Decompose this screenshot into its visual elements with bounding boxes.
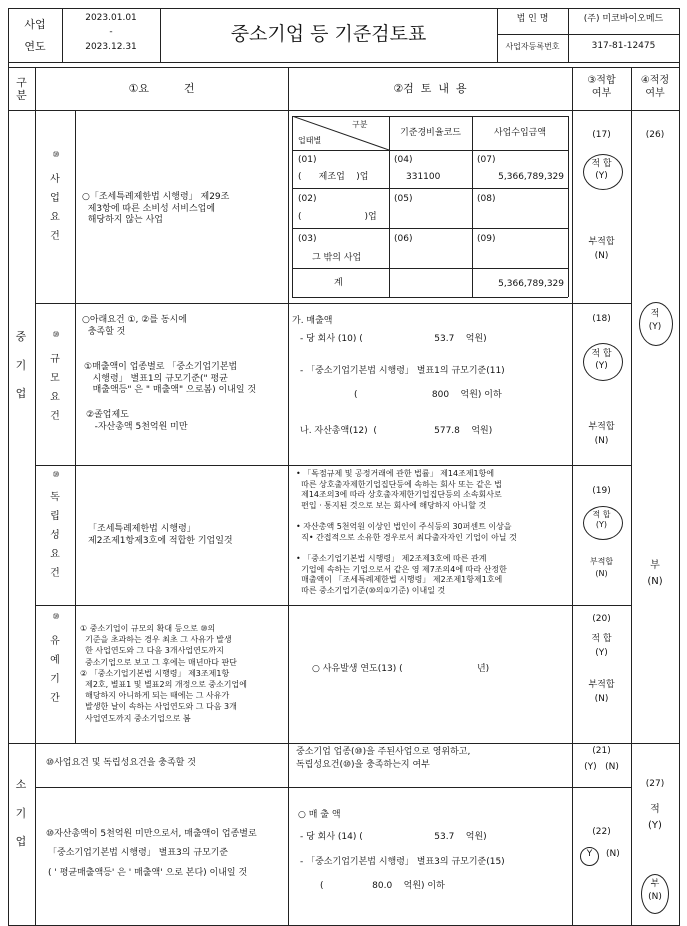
corp-name-value: (주) 미코바이오메드 — [583, 14, 664, 24]
row102-text-c: ②졸업제도 -자산총액 5천억원 미만 — [86, 410, 188, 432]
table-r2-rev-no: (08) — [477, 194, 496, 204]
table-r3-name: 그 밖의 사업 — [312, 253, 362, 263]
table-r2-code-no: (05) — [394, 194, 413, 204]
table-r1-rev-no: (07) — [477, 155, 496, 165]
table-corner-bottom: 업태별 — [298, 136, 322, 145]
row101-text: ○「조세특례제한법 시행령」 제29조 제3항에 따른 소비성 서비스업에 해당하지 않는 사업 — [82, 192, 230, 226]
row101-fit-no: (17) — [592, 130, 611, 140]
row102-review-title: 가. 매출액 — [292, 316, 333, 326]
table-total-rev: 5,366,789,329 — [498, 279, 564, 289]
small2-text-3: ( ' 평균매출액등' 은 ' 매출액' 으로 본다) 이내일 것 — [48, 868, 248, 878]
col4-small-yes: 적 (Y) — [648, 804, 662, 831]
page-title: 중소기업 등 기준검토표 — [230, 23, 427, 45]
row104-fit-yes: 적 합 (Y) — [591, 634, 612, 658]
row102-review-1: - 당 회사 (10) ( 53.7 억원) — [300, 334, 487, 344]
row103-num: ⑩ — [52, 470, 60, 479]
table-header-code: 기준경비율코드 — [400, 128, 461, 138]
small2-fit-y: Y — [586, 849, 593, 859]
period-label: 사업 연도 — [24, 18, 46, 53]
col-requirement: ①요 건 — [128, 82, 195, 95]
row104-fit-nolabel: 부적합 (N) — [588, 680, 615, 704]
row102-review-2: - 「중소기업기본법 시행령」 별표1의 규모기준(11) — [300, 366, 505, 376]
row102-review-3: ( 800 억원) 이하 — [354, 390, 502, 400]
table-r3-rev-no: (09) — [477, 234, 496, 244]
table-r3-no: (03) — [298, 234, 317, 244]
bizno-value: 317-81-12475 — [591, 41, 656, 51]
row103-text: 「조세특례제한법 시행령」 제2조제1항제3호에 적합한 기업일것 — [88, 524, 233, 546]
row102-num: ⑩ — [52, 330, 60, 339]
row101-num: ⑩ — [52, 150, 60, 159]
table-r2-name: ( )업 — [298, 212, 377, 222]
row103-label: 독 립 성 요 건 — [50, 492, 60, 579]
row104-text: ① 중소기업이 규모의 확대 등으로 ⑩의 기준을 초과하는 경우 최초 그 사유가 발생 한 사업연도와 그 다음 3개사업연도까지 중소기업으로 보고 그 후에는 매년마다 판단 ② 「중소기업기본법 시행령」 제3조제1항 제2호, 별표1 및 별표2의 개정으로 중소기업에 해당하지 아니하게 되는 때에는 그 사유가 발생한 날이 속하는 사업연도와 그 다음 3개 사업연도까지 중소기업으로 봄 — [80, 624, 247, 723]
row103-fit-no: (19) — [592, 486, 611, 496]
small2-fit-n: (N) — [606, 849, 620, 859]
section-sme: 중 기 업 — [15, 330, 27, 401]
small1-review: 중소기업 업종(⑩)을 주된사업으로 영위하고, 독립성요건(⑩)을 충족하는지 여부 — [296, 747, 471, 771]
row103-fit-yes: 적 합 (Y) — [592, 510, 611, 530]
col-review: ②검 토 내 용 — [393, 82, 467, 95]
period-start: 2023.01.01 — [85, 13, 137, 23]
row104-num: ⑩ — [52, 612, 60, 621]
col4-sme-num: (26) — [645, 130, 665, 140]
small2-fit-no: (22) — [592, 827, 611, 837]
col-appropriate: ④적정 여부 — [640, 75, 670, 99]
row102-review-4: 나. 자산총액(12) ( 577.8 억원) — [300, 426, 493, 436]
row102-fit-no: (18) — [592, 314, 611, 324]
row101-label: 사 업 요 건 — [50, 174, 60, 242]
row103-fit-nolabel: 부적합 (N) — [589, 557, 614, 578]
row104-review: ○ 사유발생 연도(13) ( 년) — [312, 664, 490, 674]
table-r1-no: (01) — [298, 155, 317, 165]
col-gubun: 구 분 — [16, 76, 27, 103]
table-total-label: 계 — [334, 278, 343, 288]
row101-fit-nolabel: 부적합 (N) — [588, 237, 615, 261]
table-r3-code-no: (06) — [394, 234, 413, 244]
col4-small-num: (27) — [645, 779, 665, 789]
row103-review-3: • 「중소기업기본법 시행령」 제2조제3호에 따른 관계 기업에 속하는 기업으로서 같은 영 제7조의4에 따라 산정한 매출액이 「조세특례제한법 시행령」 제2조제1항제1호에 따른 중소기업기준(⑩의①기준) 이내일 것 — [296, 554, 507, 595]
row102-text-a: ○아래요건 ①, ②를 동시에 충족할 것 — [82, 315, 187, 337]
row103-review-2: • 자산총액 5천억원 이상인 법인이 주식등의 30퍼센트 이상을 직• 간접적으로 소유한 경우로서 최다출자자인 기업이 아닐 것 — [296, 522, 517, 542]
corp-name-label: 법 인 명 — [516, 14, 549, 24]
small2-review-2: - 「중소기업기본법 시행령」 별표3의 규모기준(15) — [300, 857, 505, 867]
table-corner-top: 구분 — [352, 120, 368, 129]
table-r1-code: 331100 — [406, 172, 441, 182]
row103-review-1: • 「독점규제 및 공정거래에 관한 법률」 제14조제1항에 따른 상호출자제한기업집단등에 속하는 회사 또는 같은 법 제14조의3에 따라 상호출자제한기업집단등의 소속회사로 편입 · 통지된 것으로 보는 회사에 해당하지 아니할 것 — [296, 469, 502, 510]
small1-fit-yn: (Y) (N) — [584, 762, 619, 772]
row102-label: 규 모 요 건 — [50, 354, 60, 422]
row101-fit-yes: 적 합 (Y) — [591, 159, 612, 182]
section-small: 소 기 업 — [15, 778, 27, 849]
table-r2-no: (02) — [298, 194, 317, 204]
row104-fit-no: (20) — [592, 614, 611, 624]
small2-review-title: ○ 매 출 액 — [298, 810, 341, 820]
small1-text: ⑩사업요건 및 독립성요건을 충족할 것 — [46, 758, 196, 768]
col-fit: ③적합 여부 — [587, 75, 616, 99]
col4-sme-no: 부 (N) — [647, 560, 663, 587]
period-end: 2023.12.31 — [85, 42, 137, 52]
row102-text-b: ①매출액이 업종별로 「중소기업기본법 시행령」 별표1의 규모기준(" 평균 매출액등" 은 " 매출액" 으로봄) 이내일 것 — [84, 362, 257, 396]
table-r1-name: ( 제조업 )업 — [298, 172, 369, 182]
small1-fit-no: (21) — [592, 746, 611, 756]
bizno-label: 사업자등록번호 — [505, 42, 560, 51]
col4-sme-yes: 적 (Y) — [648, 309, 662, 332]
row104-label: 유 예 기 간 — [50, 636, 60, 704]
table-r1-code-no: (04) — [394, 155, 413, 165]
small2-review-3: ( 80.0 억원) 이하 — [320, 881, 445, 891]
row102-fit-yes: 적 합 (Y) — [591, 349, 612, 372]
period-dash: - — [109, 27, 113, 37]
table-r1-rev: 5,366,789,329 — [498, 172, 564, 182]
small2-review-1: - 당 회사 (14) ( 53.7 억원) — [300, 832, 487, 842]
table-header-revenue: 사업수입금액 — [493, 128, 547, 138]
row102-fit-nolabel: 부적합 (N) — [588, 422, 615, 446]
col4-small-no: 부 (N) — [648, 879, 662, 902]
small2-text-2: 「중소기업기본법 시행령」 별표3의 규모기준 — [48, 848, 229, 858]
small2-text-1: ⑩자산총액이 5천억원 미만으로서, 매출액이 업종별로 — [46, 829, 257, 839]
